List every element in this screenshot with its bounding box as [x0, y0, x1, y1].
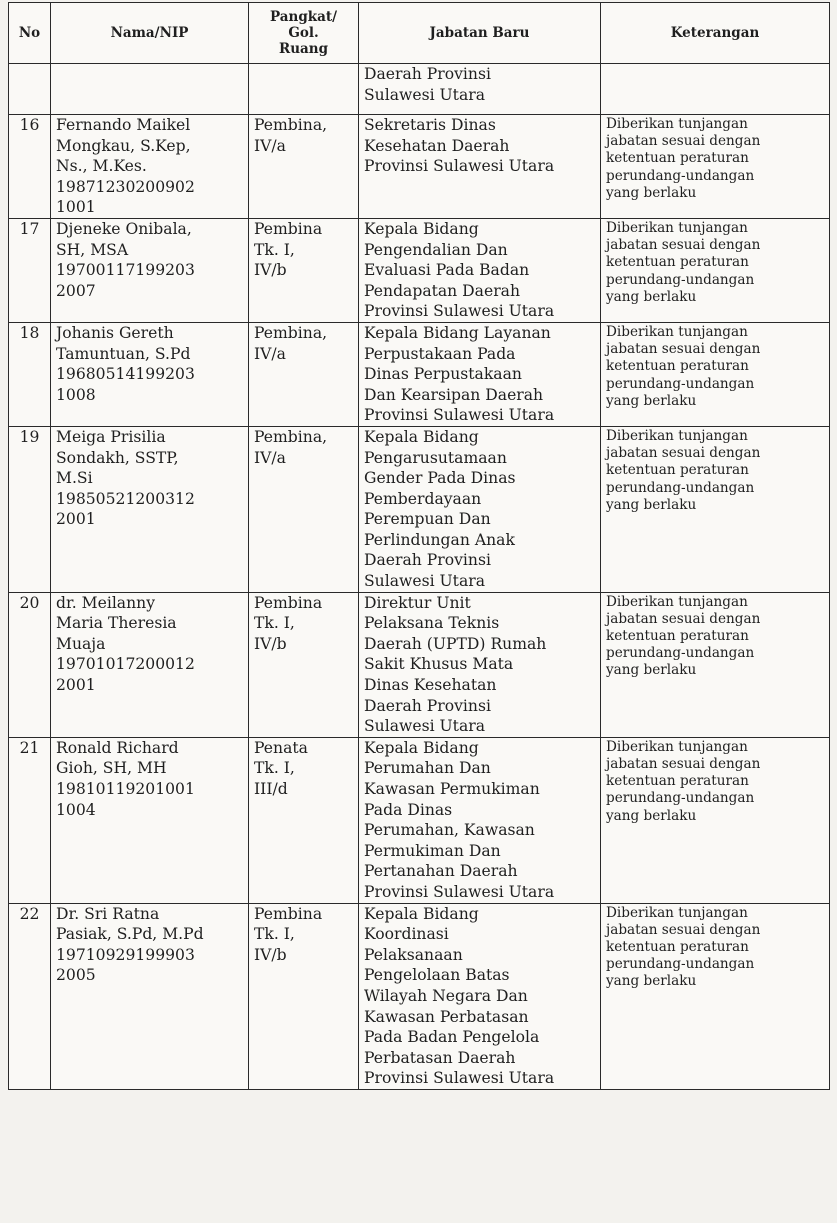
- cell-no: 18: [9, 322, 51, 426]
- pangkat-line: Pembina,: [254, 116, 328, 134]
- cell-pangkat: [249, 903, 359, 1089]
- nama-nip-line: 1001: [56, 198, 96, 217]
- pangkat-line: Pembina,: [254, 323, 328, 342]
- nama-nip-line: Gioh, SH, MH: [56, 759, 167, 778]
- nama-nip-line: 2007: [56, 281, 96, 300]
- pangkat-line: Tk. I,: [254, 759, 295, 778]
- cell-nama-nip: [51, 737, 249, 903]
- nama-nip-line: 2001: [56, 676, 96, 695]
- header-pangkat: [249, 3, 359, 64]
- cell-keterangan: [601, 218, 830, 322]
- nama-nip-line: SH, MSA: [56, 240, 129, 259]
- jabatan-line: Permukiman Dan: [364, 841, 501, 860]
- nama-nip-line: Ronald Richard: [56, 738, 179, 757]
- keterangan-line: Diberikan tunjangan: [606, 738, 748, 755]
- header-pangkat-line: Ruang: [278, 41, 329, 57]
- jabatan-line: Provinsi Sulawesi Utara: [364, 406, 555, 425]
- jabatan-line: Kepala Bidang: [364, 427, 479, 446]
- keterangan-line: Diberikan tunjangan: [606, 593, 748, 610]
- table-row: [9, 426, 830, 592]
- nama-nip-line: Fernando Maikel: [56, 116, 191, 134]
- jabatan-line: Pada Dinas: [364, 800, 453, 819]
- pangkat-line: Tk. I,: [254, 925, 295, 944]
- jabatan-line: Kepala Bidang: [364, 738, 479, 757]
- cell-no: 22: [9, 903, 51, 1089]
- jabatan-line: Direktur Unit: [364, 593, 471, 612]
- pangkat-line: Pembina: [254, 219, 323, 238]
- jabatan-line: Dinas Perpustakaan: [364, 365, 522, 384]
- nama-nip-line: 19850521200312: [56, 489, 195, 508]
- table-header-row: [9, 3, 830, 64]
- keterangan-line: jabatan sesuai dengan: [606, 133, 761, 150]
- keterangan-line: yang berlaku: [606, 807, 697, 824]
- pangkat-line: IV/b: [254, 945, 287, 964]
- nama-nip-line: 2005: [56, 966, 96, 985]
- keterangan-line: Diberikan tunjangan: [606, 904, 748, 921]
- pangkat-line: IV/b: [254, 634, 287, 653]
- cell-nama-nip: [51, 322, 249, 426]
- nama-nip-line: Sondakh, SSTP,: [56, 448, 179, 467]
- cell-nama-nip: [51, 426, 249, 592]
- keterangan-line: yang berlaku: [606, 973, 697, 990]
- cell-no: 17: [9, 218, 51, 322]
- keterangan-line: yang berlaku: [606, 184, 697, 201]
- keterangan-line: jabatan sesuai dengan: [606, 341, 761, 358]
- cell-jabatan: [359, 592, 601, 737]
- nama-nip-line: 1008: [56, 385, 96, 404]
- table-row: [9, 322, 830, 426]
- keterangan-line: ketentuan peraturan: [606, 628, 749, 645]
- cell-keterangan: [601, 426, 830, 592]
- jabatan-line: Pengarusutamaan: [364, 448, 507, 467]
- jabatan-line: Sulawesi Utara: [364, 85, 485, 104]
- jabatan-line: Provinsi Sulawesi Utara: [364, 302, 555, 321]
- jabatan-line: Perlindungan Anak: [364, 530, 515, 549]
- jabatan-line: Perpustakaan Pada: [364, 344, 516, 363]
- table-row-continuation: [9, 64, 830, 115]
- keterangan-line: perundang-undangan: [606, 375, 755, 392]
- jabatan-line: Pengendalian Dan: [364, 240, 508, 259]
- header-no: No: [9, 3, 51, 64]
- cell-no: 20: [9, 592, 51, 737]
- nama-nip-line: Tamuntuan, S.Pd: [56, 344, 191, 363]
- cell-pangkat: [249, 322, 359, 426]
- cell-jabatan: [359, 218, 601, 322]
- cell-no: 19: [9, 426, 51, 592]
- header-pangkat-line: Gol.: [288, 25, 319, 41]
- keterangan-line: ketentuan peraturan: [606, 462, 749, 479]
- jabatan-line: Provinsi Sulawesi Utara: [364, 1069, 555, 1088]
- jabatan-line: Pelaksana Teknis: [364, 614, 500, 633]
- cell-jabatan: [359, 115, 601, 219]
- nama-nip-line: 19810119201001: [56, 780, 195, 798]
- pangkat-line: IV/a: [254, 448, 286, 467]
- cell-pangkat: [249, 218, 359, 322]
- jabatan-line: Kawasan Permukiman: [364, 780, 540, 798]
- header-nama-nip: Nama/NIP: [51, 3, 249, 64]
- cell-jabatan: [359, 903, 601, 1089]
- jabatan-line: Evaluasi Pada Badan: [364, 261, 530, 280]
- header-pangkat-line: Pangkat/: [269, 9, 338, 25]
- jabatan-line: Kawasan Perbatasan: [364, 1007, 529, 1026]
- keterangan-line: perundang-undangan: [606, 956, 755, 973]
- jabatan-line: Perumahan, Kawasan: [364, 821, 535, 840]
- personnel-table: [8, 2, 830, 1090]
- jabatan-line: Sulawesi Utara: [364, 572, 485, 591]
- cell-pangkat: [249, 115, 359, 219]
- keterangan-line: yang berlaku: [606, 496, 697, 513]
- keterangan-line: jabatan sesuai dengan: [606, 756, 761, 773]
- jabatan-line: Provinsi Sulawesi Utara: [364, 882, 555, 901]
- nama-nip-line: M.Si: [56, 469, 93, 488]
- nama-nip-line: Maria Theresia: [56, 614, 177, 633]
- nama-nip-line: 19700117199203: [56, 261, 195, 280]
- cell-keterangan: [601, 64, 830, 115]
- nama-nip-line: Meiga Prisilia: [56, 427, 166, 446]
- jabatan-line: Pengelolaan Batas: [364, 966, 510, 985]
- jabatan-line: Dan Kearsipan Daerah: [364, 385, 544, 404]
- table-row: [9, 592, 830, 737]
- pangkat-line: Pembina: [254, 593, 323, 612]
- keterangan-line: perundang-undangan: [606, 790, 755, 807]
- table-row: [9, 737, 830, 903]
- keterangan-line: yang berlaku: [606, 662, 697, 679]
- keterangan-line: ketentuan peraturan: [606, 358, 749, 375]
- jabatan-line: Sekretaris Dinas: [364, 116, 496, 134]
- keterangan-line: jabatan sesuai dengan: [606, 445, 761, 462]
- cell-jabatan: [359, 426, 601, 592]
- keterangan-line: Diberikan tunjangan: [606, 219, 748, 236]
- cell-no: 16: [9, 115, 51, 219]
- cell-nama-nip: [51, 115, 249, 219]
- nama-nip-line: 2001: [56, 510, 96, 529]
- header-jabatan-baru: Jabatan Baru: [359, 3, 601, 64]
- keterangan-line: yang berlaku: [606, 288, 697, 305]
- cell-no: [9, 64, 51, 115]
- pangkat-line: IV/a: [254, 344, 286, 363]
- nama-nip-line: 19701017200012: [56, 655, 195, 674]
- cell-pangkat: [249, 426, 359, 592]
- nama-nip-line: Ns., M.Kes.: [56, 157, 147, 176]
- keterangan-line: perundang-undangan: [606, 167, 755, 184]
- nama-nip-line: 19871230200902: [56, 177, 195, 196]
- cell-keterangan: [601, 592, 830, 737]
- cell-nama: [51, 64, 249, 115]
- nama-nip-line: 1004: [56, 800, 96, 819]
- cell-pangkat: [249, 592, 359, 737]
- keterangan-line: perundang-undangan: [606, 271, 755, 288]
- pangkat-line: Pembina,: [254, 427, 328, 446]
- nama-nip-line: 19710929199903: [56, 945, 195, 964]
- cell-nama-nip: [51, 592, 249, 737]
- jabatan-line: Kepala Bidang: [364, 904, 479, 923]
- cell-jabatan: [359, 64, 601, 115]
- jabatan-line: Daerah Provinsi: [364, 65, 491, 83]
- keterangan-line: perundang-undangan: [606, 479, 755, 496]
- pangkat-line: IV/a: [254, 136, 286, 155]
- cell-nama-nip: [51, 218, 249, 322]
- jabatan-line: Sakit Khusus Mata: [364, 655, 514, 674]
- jabatan-line: Kepala Bidang Layanan: [364, 323, 551, 342]
- keterangan-line: Diberikan tunjangan: [606, 323, 748, 340]
- jabatan-line: Daerah (UPTD) Rumah: [364, 634, 547, 653]
- cell-nama-nip: [51, 903, 249, 1089]
- jabatan-line: Pertanahan Daerah: [364, 862, 518, 881]
- table-row: [9, 115, 830, 219]
- jabatan-line: Dinas Kesehatan: [364, 676, 497, 695]
- keterangan-line: Diberikan tunjangan: [606, 427, 748, 444]
- jabatan-line: Daerah Provinsi: [364, 696, 491, 715]
- keterangan-line: ketentuan peraturan: [606, 254, 749, 271]
- jabatan-line: Pelaksanaan: [364, 945, 463, 964]
- jabatan-line: Daerah Provinsi: [364, 551, 491, 570]
- jabatan-line: Perempuan Dan: [364, 510, 491, 529]
- keterangan-line: ketentuan peraturan: [606, 773, 749, 790]
- nama-nip-line: 19680514199203: [56, 365, 195, 384]
- jabatan-line: Provinsi Sulawesi Utara: [364, 157, 555, 176]
- cell-jabatan: [359, 737, 601, 903]
- header-keterangan: Keterangan: [601, 3, 830, 64]
- nama-nip-line: Muaja: [56, 634, 106, 653]
- cell-pangkat: [249, 737, 359, 903]
- keterangan-line: jabatan sesuai dengan: [606, 610, 761, 627]
- pangkat-line: Tk. I,: [254, 240, 295, 259]
- jabatan-line: Perbatasan Daerah: [364, 1048, 516, 1067]
- keterangan-line: jabatan sesuai dengan: [606, 921, 761, 938]
- cell-jabatan: [359, 322, 601, 426]
- nama-nip-line: Mongkau, S.Kep,: [56, 136, 191, 155]
- table-row: [9, 903, 830, 1089]
- cell-keterangan: [601, 322, 830, 426]
- keterangan-line: yang berlaku: [606, 392, 697, 409]
- nama-nip-line: Pasiak, S.Pd, M.Pd: [56, 925, 204, 944]
- nama-nip-line: Dr. Sri Ratna: [56, 904, 160, 923]
- table-row: [9, 218, 830, 322]
- keterangan-line: jabatan sesuai dengan: [606, 237, 761, 254]
- jabatan-line: Perumahan Dan: [364, 759, 491, 778]
- pangkat-line: Penata: [254, 738, 308, 757]
- nama-nip-line: Johanis Gereth: [56, 323, 174, 342]
- cell-keterangan: [601, 115, 830, 219]
- pangkat-line: Tk. I,: [254, 614, 295, 633]
- cell-keterangan: [601, 737, 830, 903]
- jabatan-line: Kepala Bidang: [364, 219, 479, 238]
- jabatan-line: Koordinasi: [364, 925, 449, 944]
- jabatan-line: Pada Badan Pengelola: [364, 1028, 540, 1047]
- cell-pangkat: [249, 64, 359, 115]
- jabatan-line: Gender Pada Dinas: [364, 469, 516, 488]
- cell-no: 21: [9, 737, 51, 903]
- keterangan-line: ketentuan peraturan: [606, 938, 749, 955]
- nama-nip-line: dr. Meilanny: [56, 593, 155, 612]
- pangkat-line: IV/b: [254, 261, 287, 280]
- jabatan-line: Sulawesi Utara: [364, 717, 485, 736]
- jabatan-line: Kesehatan Daerah: [364, 136, 510, 155]
- keterangan-line: Diberikan tunjangan: [606, 116, 748, 132]
- cell-keterangan: [601, 903, 830, 1089]
- keterangan-line: ketentuan peraturan: [606, 150, 749, 167]
- pangkat-line: Pembina: [254, 904, 323, 923]
- pangkat-line: III/d: [254, 780, 288, 798]
- jabatan-line: Pemberdayaan: [364, 489, 482, 508]
- keterangan-line: perundang-undangan: [606, 645, 755, 662]
- nama-nip-line: Djeneke Onibala,: [56, 219, 192, 238]
- jabatan-line: Pendapatan Daerah: [364, 281, 521, 300]
- jabatan-line: Wilayah Negara Dan: [364, 986, 528, 1005]
